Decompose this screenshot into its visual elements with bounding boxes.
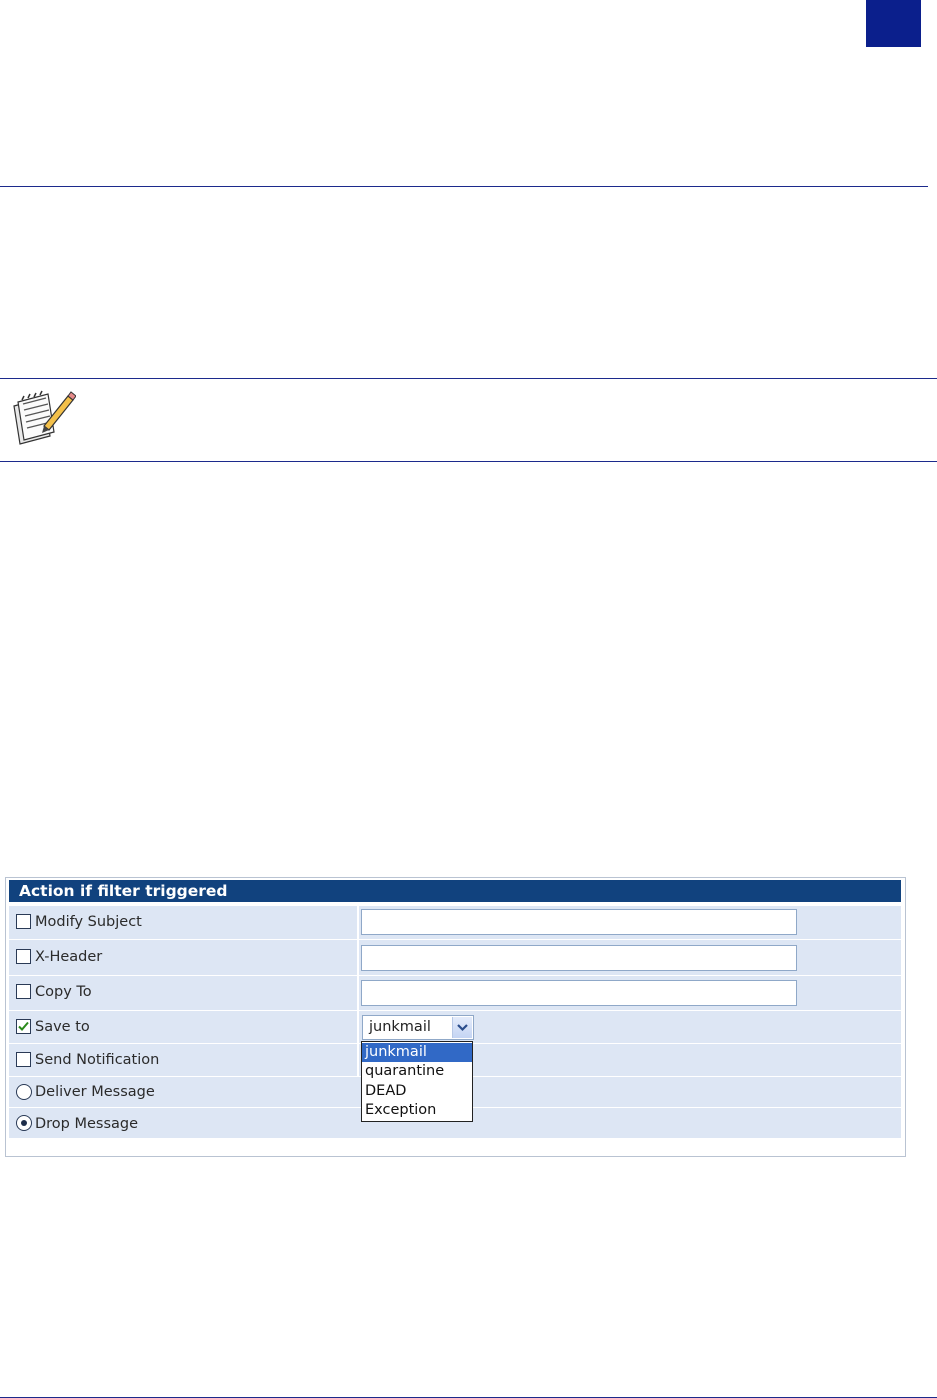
cell-divider bbox=[357, 940, 359, 975]
copy-to-input[interactable] bbox=[361, 980, 797, 1006]
send-notification-label: Send Notification bbox=[35, 1052, 160, 1068]
modify-subject-checkbox[interactable] bbox=[16, 914, 31, 929]
deliver-message-label: Deliver Message bbox=[35, 1084, 155, 1100]
copy-to-checkbox[interactable] bbox=[16, 984, 31, 999]
row-modify-subject bbox=[9, 905, 901, 939]
panel-title: Action if filter triggered bbox=[9, 880, 901, 902]
cell-divider bbox=[357, 1044, 359, 1076]
modify-subject-label: Modify Subject bbox=[35, 914, 142, 930]
save-to-dropdown-list bbox=[361, 1041, 473, 1122]
modify-subject-input[interactable] bbox=[361, 909, 797, 935]
option-junkmail[interactable]: junkmail bbox=[362, 1043, 472, 1062]
cell-divider bbox=[357, 1011, 359, 1043]
option-dead[interactable]: DEAD bbox=[365, 1083, 407, 1099]
cell-divider bbox=[357, 906, 359, 939]
option-quarantine[interactable]: quarantine bbox=[365, 1063, 445, 1079]
drop-message-radio[interactable] bbox=[16, 1115, 32, 1131]
page-number-badge bbox=[866, 0, 921, 47]
copy-to-label: Copy To bbox=[35, 984, 92, 1000]
x-header-input[interactable] bbox=[361, 945, 797, 971]
row-save-to bbox=[9, 1010, 901, 1043]
save-to-selected-value: junkmail bbox=[369, 1019, 431, 1035]
drop-message-label: Drop Message bbox=[35, 1116, 139, 1132]
save-to-checkbox[interactable] bbox=[16, 1019, 31, 1034]
x-header-checkbox[interactable] bbox=[16, 949, 31, 964]
chevron-down-icon[interactable] bbox=[452, 1017, 472, 1038]
top-divider bbox=[0, 186, 928, 187]
row-x-header bbox=[9, 939, 901, 975]
save-to-label: Save to bbox=[35, 1019, 90, 1035]
deliver-message-radio[interactable] bbox=[16, 1084, 32, 1100]
x-header-label: X-Header bbox=[35, 949, 103, 965]
notepad-pencil-icon bbox=[10, 390, 76, 448]
cell-divider bbox=[357, 976, 359, 1010]
option-exception[interactable]: Exception bbox=[365, 1102, 437, 1118]
checkmark-icon bbox=[17, 1020, 30, 1033]
row-copy-to bbox=[9, 975, 901, 1010]
note-bottom-divider bbox=[0, 461, 937, 462]
send-notification-checkbox[interactable] bbox=[16, 1052, 31, 1067]
radio-dot bbox=[21, 1120, 27, 1126]
save-to-select[interactable] bbox=[362, 1015, 474, 1040]
note-top-divider bbox=[0, 378, 937, 379]
